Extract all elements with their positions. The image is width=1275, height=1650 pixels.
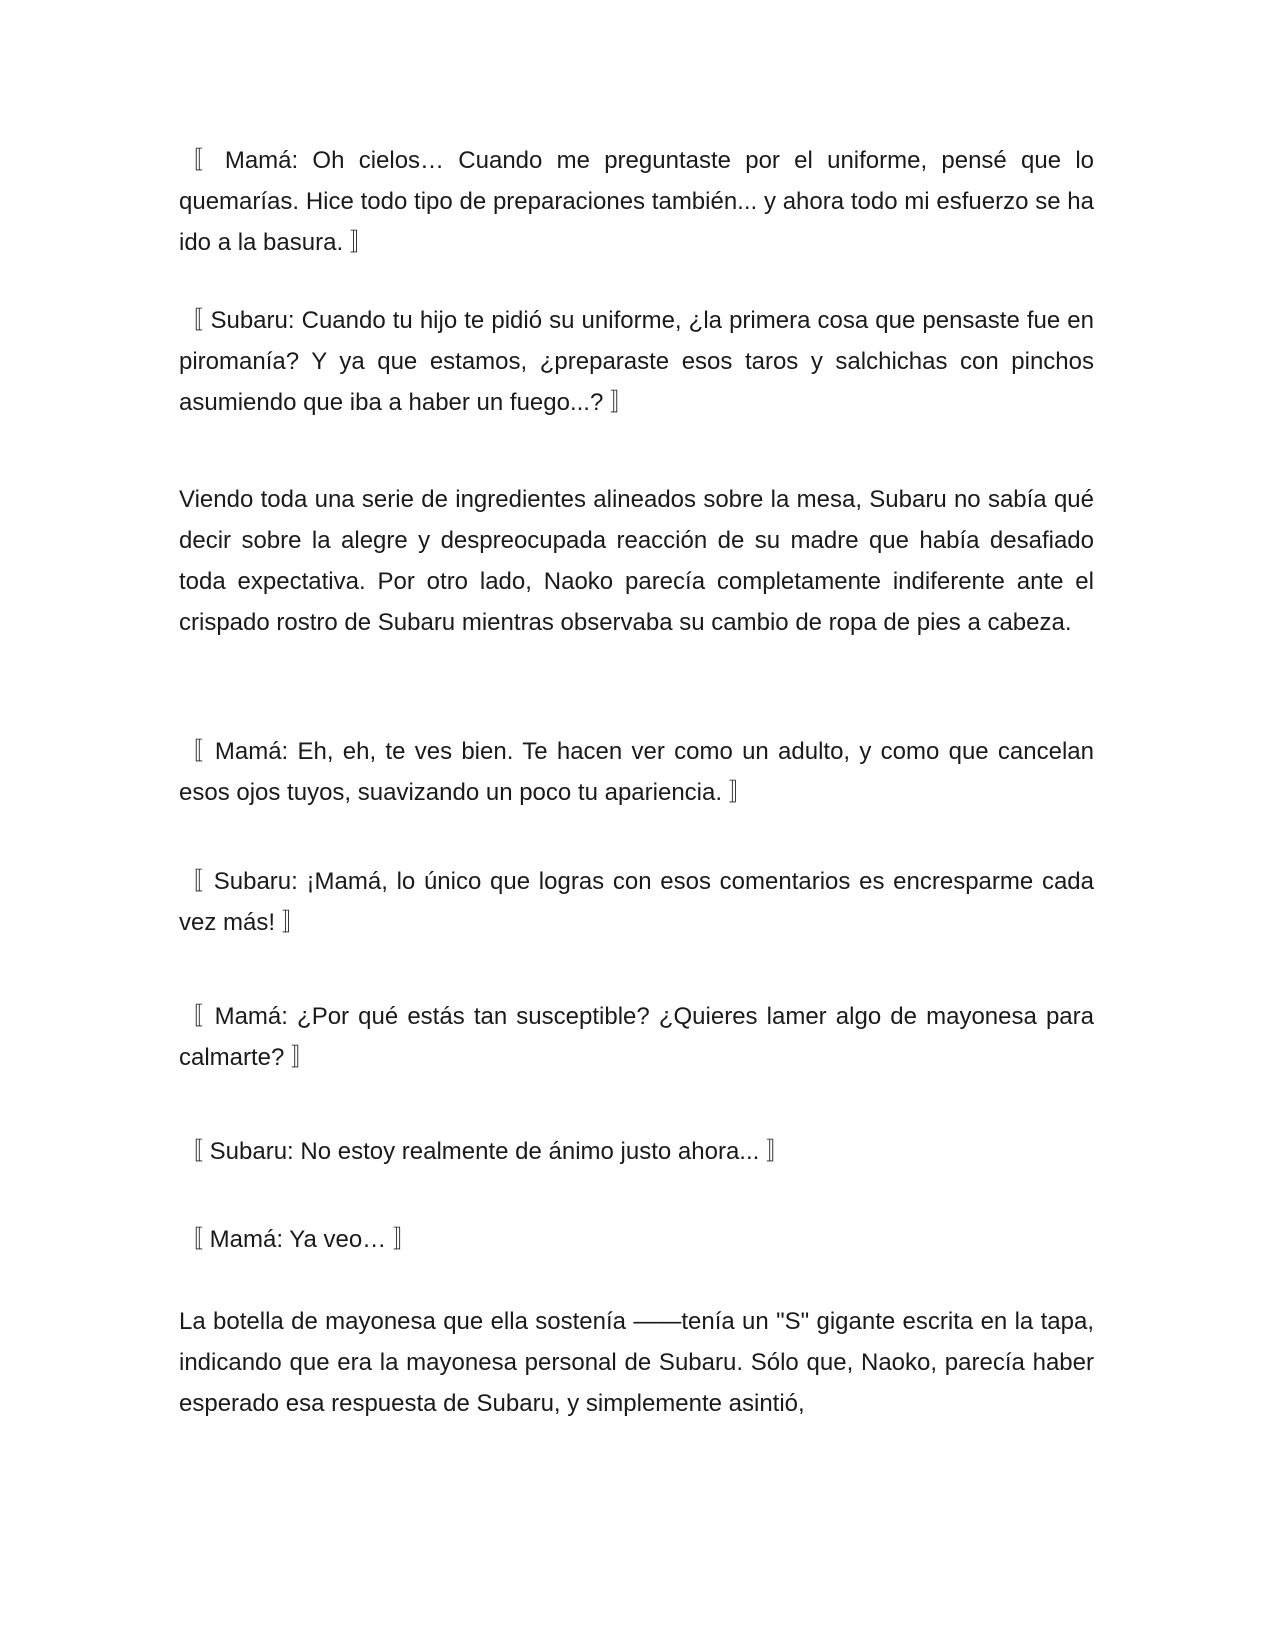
narration-paragraph: La botella de mayonesa que ella sostenía ——tenía un "S" gigante escrita en la tapa, indicando que era la mayonesa personal de Subaru. Sólo que, Naoko, parecía haber esperado esa respuesta de Subaru, y simplemente asintió, bbox=[179, 1308, 1094, 1417]
dialogue-paragraph: 〚 Mamá: Eh, eh, te ves bien. Te hacen ver como un adulto, y como que cancelan esos ojos tuyos, suavizando un poco tu apariencia. 〛 bbox=[179, 738, 1094, 806]
dialogue-paragraph: 〚 Subaru: Cuando tu hijo te pidió su uniforme, ¿la primera cosa que pensaste fue en piromanía? Y ya que estamos, ¿preparaste esos taros y salchichas con pinchos asumiendo que iba a haber un fuego...? 〛 bbox=[179, 307, 1094, 416]
dialogue-paragraph: 〚 Mamá: ¿Por qué estás tan susceptible? ¿Quieres lamer algo de mayonesa para calmarte? 〛 bbox=[179, 1003, 1094, 1071]
dialogue-paragraph: 〚 Subaru: No estoy realmente de ánimo justo ahora... 〛 bbox=[179, 1138, 790, 1165]
narration-paragraph: Viendo toda una serie de ingredientes alineados sobre la mesa, Subaru no sabía qué decir sobre la alegre y despreocupada reacción de su madre que había desafiado toda expectativa. Por otro lado, Naoko parecía completamente indiferente ante el crispado rostro de Subaru mientras observaba su cambio de ropa de pies a cabeza. bbox=[179, 486, 1094, 636]
dialogue-paragraph: 〚 Subaru: ¡Mamá, lo único que logras con esos comentarios es encresparme cada vez más! 〛 bbox=[179, 868, 1094, 936]
dialogue-paragraph: 〚 Mamá: Oh cielos… Cuando me preguntaste por el uniforme, pensé que lo quemarías. Hice todo tipo de preparaciones también... y ahora todo mi esfuerzo se ha ido a la basura. 〛 bbox=[179, 147, 1094, 256]
dialogue-paragraph: 〚 Mamá: Ya veo… 〛 bbox=[179, 1226, 417, 1253]
